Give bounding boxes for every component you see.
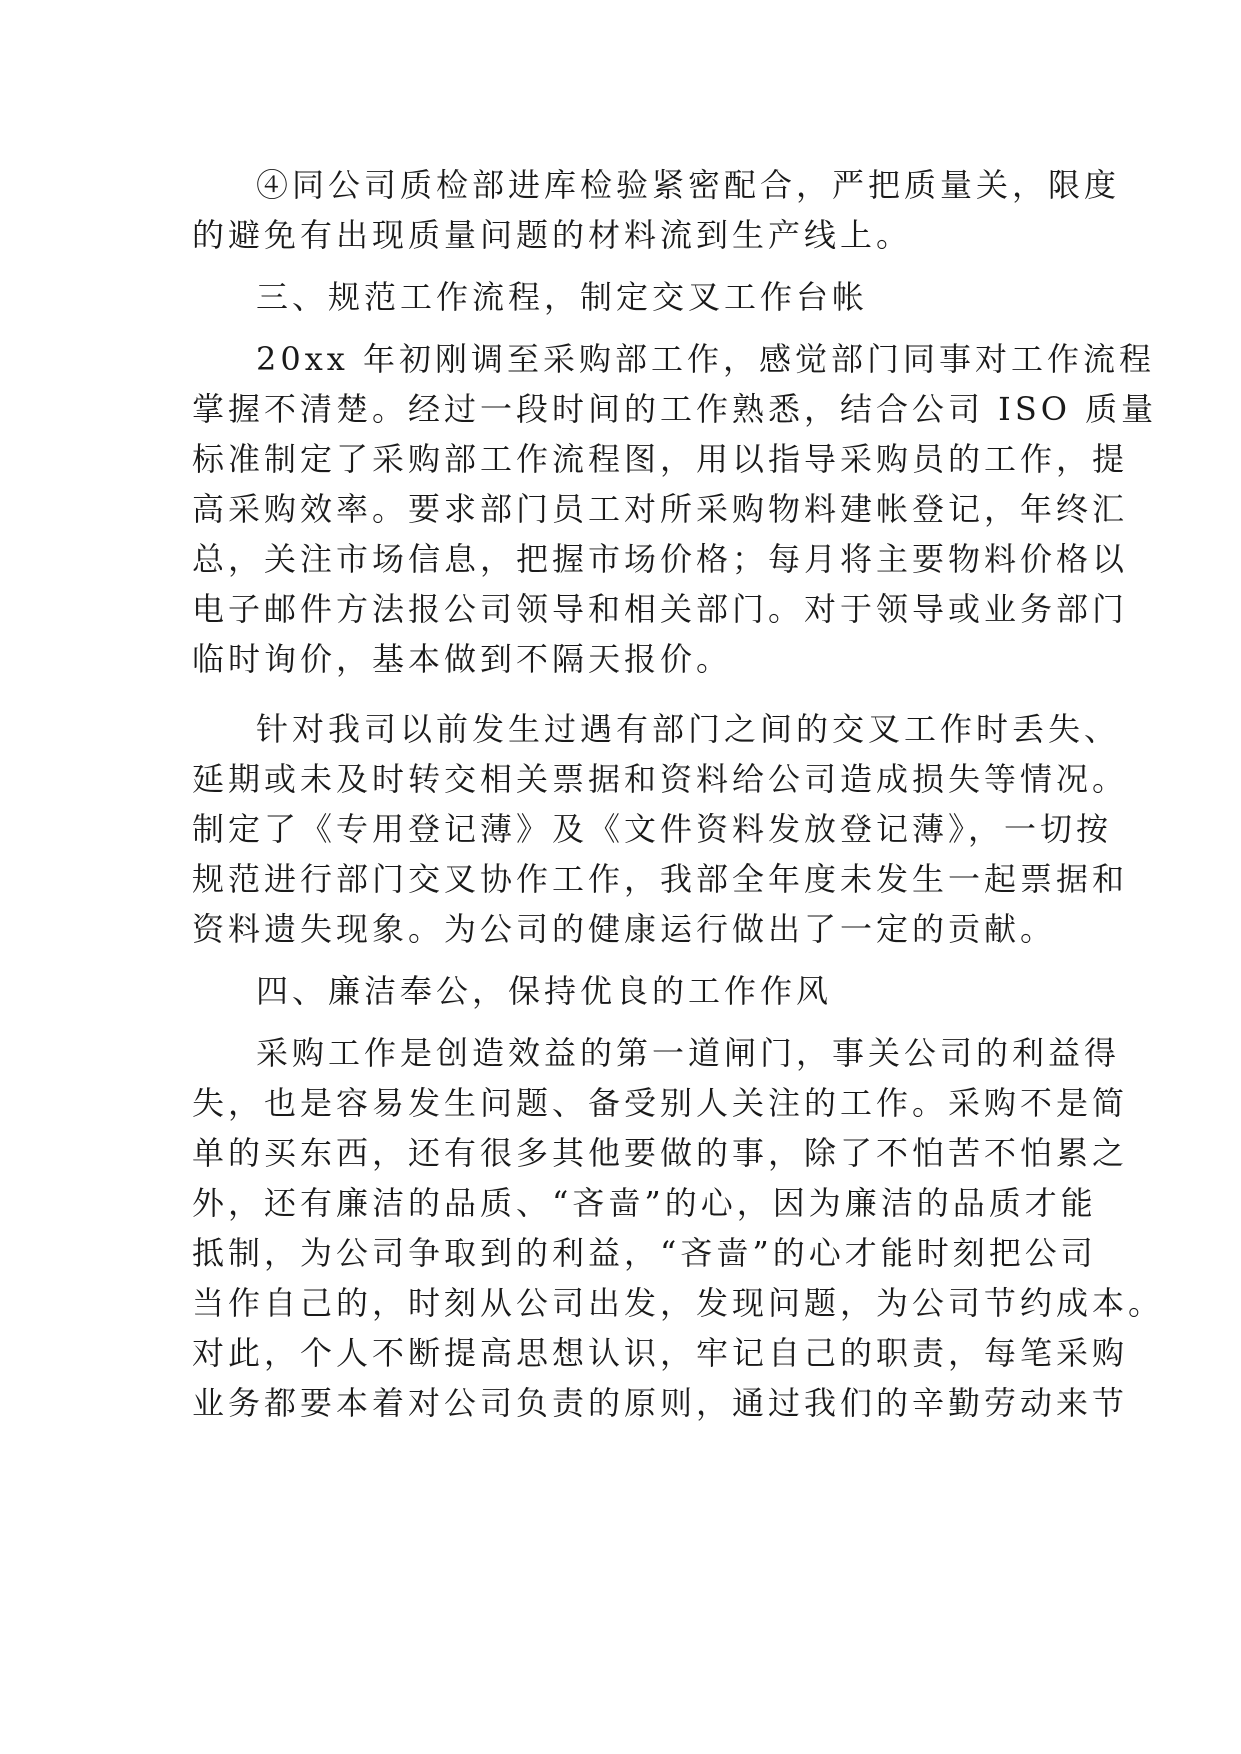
text-line: 单的买东西，还有很多其他要做的事，除了不怕苦不怕累之 [192,1134,1129,1172]
paragraph [192,334,1158,684]
section-heading [192,966,1052,1016]
text-line: 业务都要本着对公司负责的原则，通过我们的辛勤劳动来节 [192,1384,1129,1422]
text-line: 总，关注市场信息，把握市场价格；每月将主要物料价格以 [192,540,1129,578]
text-line: 抵制，为公司争取到的利益，“吝啬”的心才能时刻把公司 [192,1234,1097,1272]
text-line: 规范进行部门交叉协作工作，我部全年度未发生一起票据和 [192,860,1129,898]
section-heading-text: 三、规范工作流程，制定交叉工作台帐 [256,278,869,316]
text-line: 标准制定了采购部工作流程图，用以指导采购员的工作，提 [192,440,1129,478]
text-line: 临时询价，基本做到不隔天报价。 [192,640,733,678]
section-heading [192,272,1052,322]
text-line: 失，也是容易发生问题、备受别人关注的工作。采购不是简 [192,1084,1129,1122]
text-line: 外，还有廉洁的品质、“吝啬”的心，因为廉洁的品质才能 [192,1184,1097,1222]
text-line: 针对我司以前发生过遇有部门之间的交叉工作时丢失、 [256,710,1121,748]
text-line: 对此，个人不断提高思想认识，牢记自己的职责，每笔采购 [192,1334,1129,1372]
text-line: 掌握不清楚。经过一段时间的工作熟悉，结合公司 ISO 质量 [192,390,1158,428]
paragraph [192,1028,1165,1428]
text-line: ④同公司质检部进库检验紧密配合，严把质量关，限度 [256,166,1121,204]
text-line: 制定了《专用登记薄》及《文件资料发放登记薄》，一切按 [192,810,1113,848]
text-line: 当作自己的，时刻从公司出发，发现问题，为公司节约成本。 [192,1284,1165,1322]
text-line: 20xx 年初刚调至采购部工作，感觉部门同事对工作流程 [256,340,1155,378]
document-body [192,160,1165,1428]
text-line: 采购工作是创造效益的第一道闸门，事关公司的利益得 [256,1034,1121,1072]
text-line: 的避免有出现质量问题的材料流到生产线上。 [192,216,913,254]
paragraph [192,704,1129,954]
text-line: 高采购效率。要求部门员工对所采购物料建帐登记，年终汇 [192,490,1129,528]
section-heading-text: 四、廉洁奉公，保持优良的工作作风 [256,972,833,1010]
text-line: 资料遗失现象。为公司的健康运行做出了一定的贡献。 [192,910,1057,948]
text-line: 电子邮件方法报公司领导和相关部门。对于领导或业务部门 [192,590,1129,628]
paragraph [192,160,1121,260]
text-line: 延期或未及时转交相关票据和资料给公司造成损失等情况。 [192,760,1129,798]
